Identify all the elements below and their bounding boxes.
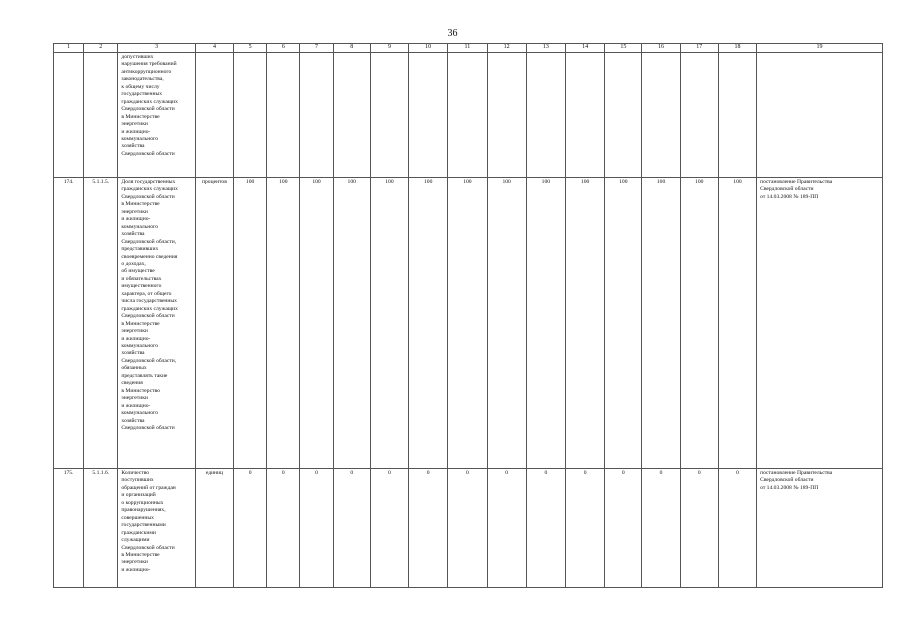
page-number: 36 [447, 28, 458, 39]
indicator-name-line: к общему числу [121, 83, 160, 90]
source-document [757, 178, 883, 469]
indicator-name-line: правонарушениях, [121, 507, 166, 514]
value-cell: 0 [718, 469, 756, 588]
row-number: 174. [54, 178, 84, 469]
column-number-cell: 5 [234, 44, 267, 53]
value-cell: 100 [487, 178, 526, 469]
column-number-cell: 12 [487, 44, 526, 53]
indicator-name-line: Свердловской области [121, 313, 175, 320]
value-cell: 100 [333, 178, 370, 469]
column-number-cell: 6 [267, 44, 300, 53]
indicator-name-line: энергетики [121, 121, 148, 128]
value-cell: 100 [605, 178, 642, 469]
indicator-name-line: энергетики [121, 328, 148, 335]
indicator-name-line: законодательства, [121, 76, 164, 83]
indicator-name-line: представивших [121, 246, 159, 253]
column-number-cell: 3 [118, 44, 195, 53]
indicator-name-line: Свердловской области [121, 544, 175, 551]
column-number-cell: 19 [757, 44, 883, 53]
indicator-name-line: хозяйства [121, 231, 145, 238]
value-cell [680, 53, 718, 178]
value-cell: 100 [300, 178, 333, 469]
indicator-name-line: гражданских служащих [121, 186, 178, 193]
value-cell [409, 53, 448, 178]
value-cell [448, 53, 487, 178]
indicator-name [118, 469, 195, 588]
source-document-line: от 14.03.2008 № 189-ПП [760, 193, 819, 200]
indicator-code: 5.1.1.6. [84, 469, 118, 588]
value-cell: 0 [605, 469, 642, 588]
value-cell: 0 [487, 469, 526, 588]
value-cell [370, 53, 408, 178]
indicator-name-line: энергетики [121, 208, 148, 215]
value-cell: 100 [370, 178, 408, 469]
indicator-name-line: Свердловской области, [121, 238, 177, 245]
table-row [54, 469, 883, 588]
table-row [54, 53, 883, 178]
column-number-cell: 14 [565, 44, 604, 53]
indicator-name-line: энергетики [121, 559, 148, 566]
indicator-name-line: и жилищно- [121, 335, 151, 342]
indicator-name-line: Свердловской области, [121, 357, 177, 364]
column-number-cell: 2 [84, 44, 118, 53]
value-cell: 0 [333, 469, 370, 588]
indicator-name-line: и жилищно- [121, 128, 151, 135]
value-cell: 0 [234, 469, 267, 588]
indicator-name-line: хозяйства [121, 417, 145, 424]
indicator-name-line: и жилищно- [121, 216, 151, 223]
indicator-name-line: Свердловской области [121, 424, 175, 431]
source-document-line: Свердловской области [760, 186, 814, 193]
value-cell: 100 [267, 178, 300, 469]
source-document [757, 469, 883, 588]
column-number-cell: 10 [409, 44, 448, 53]
column-number-cell: 7 [300, 44, 333, 53]
indicator-name-line: своевременно сведения [121, 253, 178, 260]
indicator-name-line: в Министерстве [121, 320, 160, 327]
column-number-cell: 11 [448, 44, 487, 53]
indicator-name-line: в Министерстве [121, 201, 160, 208]
indicator-name-line: нарушения требований [121, 61, 177, 68]
value-cell [605, 53, 642, 178]
indicator-code: 5.1.1.5. [84, 178, 118, 469]
indicator-name-line: Свердловской области [121, 106, 175, 113]
indicator-name-line: характера, от общего [121, 290, 172, 297]
value-cell [333, 53, 370, 178]
column-number-row [54, 44, 883, 53]
value-cell [718, 53, 756, 178]
column-number-cell: 1 [54, 44, 84, 53]
value-cell: 0 [642, 469, 680, 588]
value-cell: 0 [267, 469, 300, 588]
source-document [757, 53, 883, 178]
source-document-line: постановление Правительства [760, 179, 833, 185]
unit-of-measure: процентов [195, 178, 233, 469]
value-cell: 100 [642, 178, 680, 469]
column-number-cell: 13 [526, 44, 565, 53]
indicator-name-line: коммунального [121, 135, 158, 142]
indicator-name-line: антикоррупционного [121, 68, 172, 75]
indicator-name-line: служащими [121, 537, 150, 544]
value-cell [526, 53, 565, 178]
indicator-name-line: в Министерстве [121, 113, 160, 120]
indicator-name-line: и организаций [121, 492, 156, 499]
indicator-name-line: Свердловской области [121, 193, 175, 200]
indicator-name-line: числа государственных [121, 298, 177, 305]
column-number-cell: 16 [642, 44, 680, 53]
indicator-name-line: гражданских служащих [121, 305, 178, 312]
value-cell: 0 [565, 469, 604, 588]
indicator-name-line: сведения [121, 380, 143, 387]
value-cell: 0 [370, 469, 408, 588]
value-cell: 0 [526, 469, 565, 588]
indicator-name-line: Количество [121, 470, 150, 476]
indicator-name [118, 178, 195, 469]
indicator-name-line: коммунального [121, 223, 158, 230]
value-cell [487, 53, 526, 178]
indicator-name-line: о коррупционных [121, 499, 164, 506]
row-number [54, 53, 84, 178]
indicator-name-line: хозяйства [121, 350, 145, 357]
indicator-name-line: хозяйства [121, 143, 145, 150]
indicator-name-line: Свердловской области [121, 150, 175, 157]
indicator-name-line: совершенных [121, 514, 154, 521]
column-number-cell: 15 [605, 44, 642, 53]
indicator-name-line: в Министерстве [121, 551, 160, 558]
indicator-name-line: и жилищно- [121, 402, 151, 409]
value-cell [565, 53, 604, 178]
value-cell: 0 [448, 469, 487, 588]
indicator-name [118, 53, 195, 178]
indicator-name-line: поступивших [121, 477, 154, 484]
value-cell [642, 53, 680, 178]
value-cell: 100 [718, 178, 756, 469]
indicator-name-line: допустивших [121, 54, 154, 60]
indicator-name-line: государственными [121, 522, 166, 529]
column-number-cell: 8 [333, 44, 370, 53]
indicator-name-line: гражданских служащих [121, 98, 178, 105]
column-number-cell: 17 [680, 44, 718, 53]
value-cell: 100 [680, 178, 718, 469]
source-document-line: от 14.03.2008 № 189-ПП [760, 484, 819, 491]
indicator-name-line: об имуществе [121, 268, 155, 275]
value-cell: 100 [448, 178, 487, 469]
value-cell: 100 [409, 178, 448, 469]
indicators-table [53, 43, 883, 588]
indicator-name-line: коммунального [121, 410, 158, 417]
value-cell: 100 [234, 178, 267, 469]
value-cell [267, 53, 300, 178]
table-row [54, 178, 883, 469]
value-cell: 0 [300, 469, 333, 588]
indicator-name-line: представлять такие [121, 372, 168, 379]
value-cell [300, 53, 333, 178]
indicator-name-line: государственных [121, 91, 163, 98]
value-cell: 0 [409, 469, 448, 588]
value-cell [234, 53, 267, 178]
indicator-name-line: обязанных [121, 365, 147, 372]
column-number-cell: 4 [195, 44, 233, 53]
indicator-name-line: в Министерство [121, 387, 160, 394]
indicator-name-line: и жилищно- [121, 566, 151, 573]
source-document-line: Свердловской области [760, 477, 814, 484]
indicator-name-line: энергетики [121, 395, 148, 402]
indicator-name-line: коммунального [121, 342, 158, 349]
column-number-cell: 18 [718, 44, 756, 53]
indicator-name-line: о доходах, [121, 260, 146, 267]
indicator-name-line: Доля государственных [121, 179, 176, 185]
value-cell: 0 [680, 469, 718, 588]
indicator-name-line: и обязательствах [121, 275, 162, 282]
unit-of-measure [195, 53, 233, 178]
value-cell: 100 [565, 178, 604, 469]
indicator-name-line: имущественного [121, 283, 162, 290]
indicator-name-line: обращений от граждан [121, 484, 176, 491]
unit-of-measure: единиц [195, 469, 233, 588]
column-number-cell: 9 [370, 44, 408, 53]
value-cell: 100 [526, 178, 565, 469]
indicator-name-line: гражданскими [121, 529, 156, 536]
indicator-code [84, 53, 118, 178]
row-number: 175. [54, 469, 84, 588]
source-document-line: постановление Правительства [760, 470, 833, 476]
